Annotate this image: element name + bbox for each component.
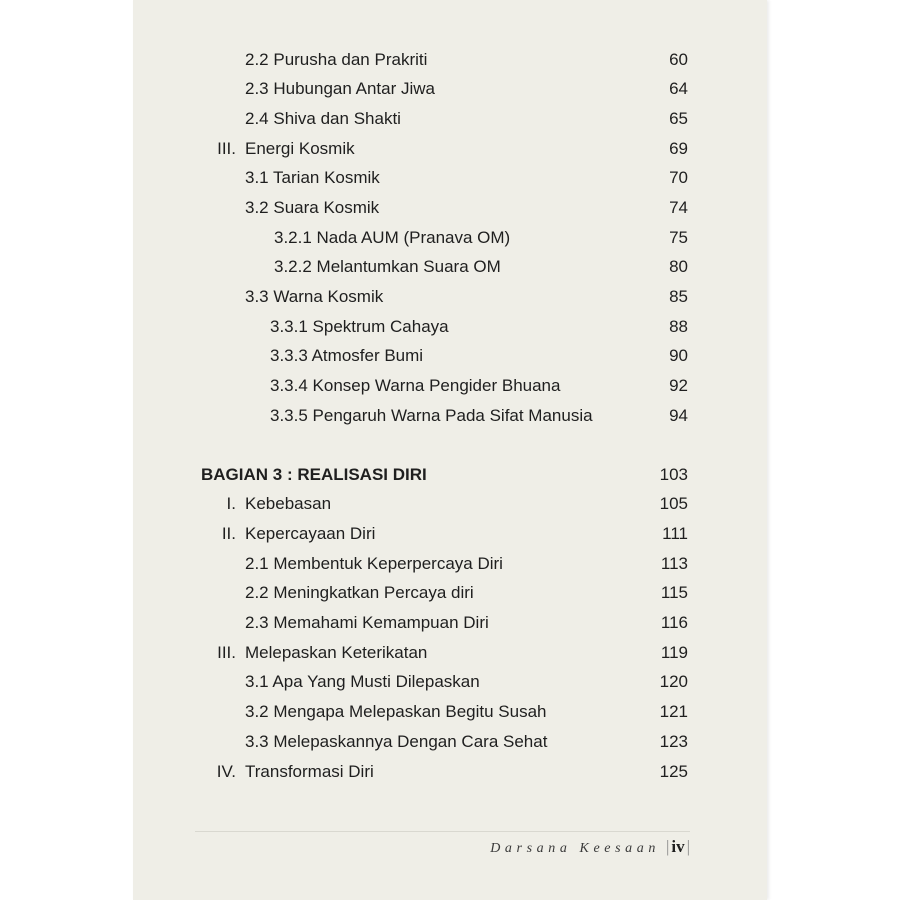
toc-entry-page: 75 xyxy=(669,228,688,247)
toc-row xyxy=(245,524,375,544)
footer-page-number: iv xyxy=(671,837,685,856)
toc-entry-page: 111 xyxy=(662,524,688,543)
toc-row xyxy=(245,198,379,218)
toc-row xyxy=(245,554,503,574)
toc-entry-label: 3.2.1 Nada AUM (Pranava OM) xyxy=(274,228,511,247)
toc-entry-page: 113 xyxy=(660,554,688,573)
toc-entry-page: 94 xyxy=(669,406,688,425)
footer-book-title: Darsana Keesaan xyxy=(490,841,660,856)
toc-row xyxy=(270,376,560,396)
toc-entry-label: 3.3.3 Atmosfer Bumi xyxy=(270,346,424,365)
toc-entry-label: 3.1 Apa Yang Musti Dilepaskan xyxy=(245,672,480,691)
toc-roman-numeral: III. xyxy=(217,643,236,662)
toc-row xyxy=(245,613,489,633)
toc-row xyxy=(245,732,547,752)
toc-entry-label: 3.3 Warna Kosmik xyxy=(245,287,384,306)
toc-entry-page: 65 xyxy=(669,109,688,128)
toc-entry-label: 2.3 Hubungan Antar Jiwa xyxy=(245,79,435,98)
toc-row xyxy=(245,139,355,159)
toc-entry-page: 123 xyxy=(659,732,688,751)
footer-divider xyxy=(195,831,690,832)
toc-row xyxy=(245,168,380,188)
toc-entry-page: 119 xyxy=(660,643,688,662)
toc-entry-page: 125 xyxy=(659,762,688,781)
toc-entry-page: 88 xyxy=(669,317,688,336)
toc-entry-page: 80 xyxy=(669,257,688,276)
toc-entry-label: Transformasi Diri xyxy=(245,762,374,781)
toc-entry-label: Kepercayaan Diri xyxy=(245,524,376,543)
toc-entry-page: 115 xyxy=(660,583,688,602)
toc-entry-page: 90 xyxy=(669,346,688,365)
toc-entry-page: 70 xyxy=(669,168,688,187)
toc-row xyxy=(245,702,546,722)
toc-row xyxy=(270,317,449,337)
toc-row xyxy=(245,762,374,782)
toc-entry-page: 85 xyxy=(669,287,688,306)
toc-row xyxy=(245,79,435,99)
footer-bar-left: | xyxy=(665,837,670,856)
toc-entry-label: 3.1 Tarian Kosmik xyxy=(245,168,380,187)
toc-row xyxy=(245,643,427,663)
toc-entry-page: 116 xyxy=(660,613,688,632)
toc-entry-page: 120 xyxy=(659,672,688,691)
toc-roman-numeral: III. xyxy=(217,139,236,158)
toc-row xyxy=(270,346,423,366)
toc-entry-label: 3.2.2 Melantumkan Suara OM xyxy=(274,257,501,276)
toc-roman-numeral: II. xyxy=(221,524,236,543)
toc-entry-label: 3.2 Mengapa Melepaskan Begitu Susah xyxy=(245,702,547,721)
toc-entry-label: 2.1 Membentuk Keperpercaya Diri xyxy=(245,554,503,573)
toc-entry-label: 3.3.1 Spektrum Cahaya xyxy=(270,317,449,336)
toc-entry-label: 3.3.5 Pengaruh Warna Pada Sifat Manusia xyxy=(270,406,593,425)
toc-entry-page: 121 xyxy=(659,702,688,721)
toc-entry-label: 2.3 Memahami Kemampuan Diri xyxy=(245,613,489,632)
toc-row xyxy=(245,287,383,307)
toc-row xyxy=(245,109,401,129)
toc-section-heading-page: 103 xyxy=(659,465,688,484)
toc-entry-page: 69 xyxy=(669,139,688,158)
toc-entry-label: 3.3.4 Konsep Warna Pengider Bhuana xyxy=(270,376,561,395)
toc-entry-page: 60 xyxy=(669,50,688,69)
toc-row xyxy=(245,672,480,692)
toc-section-heading xyxy=(201,465,427,485)
toc-entry-label: Energi Kosmik xyxy=(245,139,355,158)
toc-row xyxy=(245,494,331,514)
toc-row xyxy=(274,228,510,248)
toc-section-heading-label: BAGIAN 3 : REALISASI DIRI xyxy=(201,465,427,484)
toc-entry-label: 2.2 Purusha dan Prakriti xyxy=(245,50,428,69)
toc-entry-page: 64 xyxy=(669,79,688,98)
toc-entry-page: 105 xyxy=(659,494,688,513)
footer-bar-right: | xyxy=(686,837,690,856)
toc-roman-numeral: IV. xyxy=(216,762,236,781)
toc-entry-label: Kebebasan xyxy=(245,494,332,513)
toc-row xyxy=(270,406,593,426)
toc-entry-label: 3.2 Suara Kosmik xyxy=(245,198,380,217)
toc-entry-label: Melepaskan Keterikatan xyxy=(245,643,428,662)
toc-row xyxy=(245,50,427,70)
page-footer xyxy=(490,836,692,858)
toc-entry-page: 92 xyxy=(669,376,688,395)
toc-entry-page: 74 xyxy=(669,198,688,217)
toc-roman-numeral: I. xyxy=(226,494,236,513)
toc-row xyxy=(274,257,501,277)
toc-row xyxy=(245,583,474,603)
toc-entry-label: 3.3 Melepaskannya Dengan Cara Sehat xyxy=(245,732,548,751)
toc-entry-label: 2.4 Shiva dan Shakti xyxy=(245,109,401,128)
toc-entry-label: 2.2 Meningkatkan Percaya diri xyxy=(245,583,474,602)
